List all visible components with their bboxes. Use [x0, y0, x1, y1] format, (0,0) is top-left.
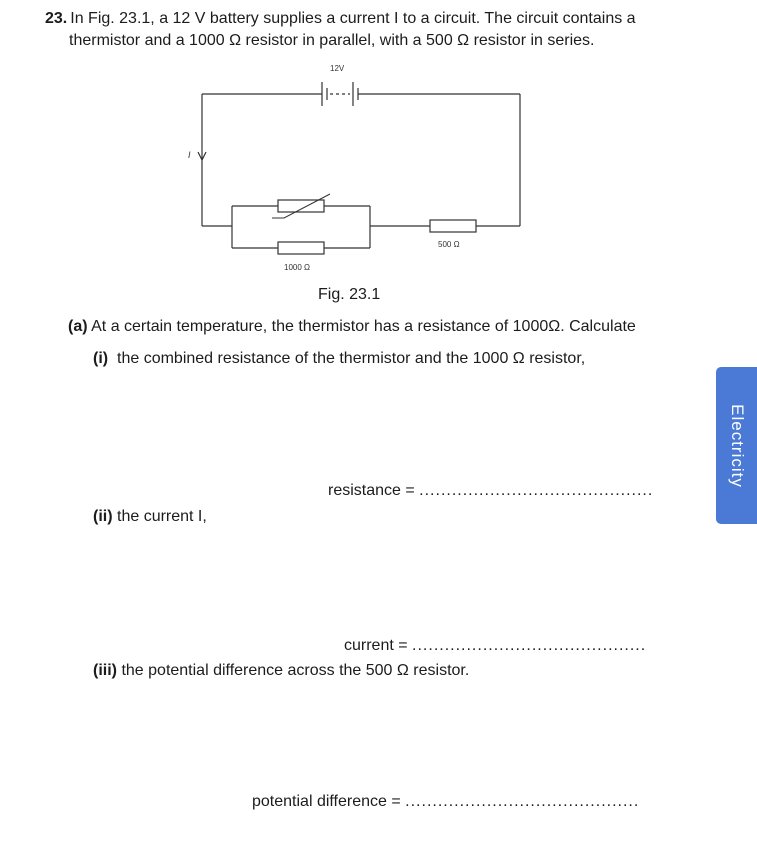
answer-dots: ...........................................: [405, 793, 640, 810]
answer-label: potential difference =: [252, 793, 406, 810]
part-a-text: At a certain temperature, the thermistor has a resistance of 1000Ω. Calculate: [91, 318, 636, 335]
thermistor-symbol: [272, 194, 330, 218]
answer-label: resistance =: [328, 482, 420, 499]
resistor-1000: [278, 242, 324, 254]
sub-i-text: the combined resistance of the thermistor and the 1000 Ω resistor,: [117, 350, 586, 367]
sub-question-i: [93, 350, 585, 368]
resistor-1000-label: 1000 Ω: [284, 263, 310, 272]
question-line-2: thermistor and a 1000 Ω resistor in parallel, with a 500 Ω resistor in series.: [69, 32, 595, 49]
sub-iii-text: the potential difference across the 500 Ω resistor.: [121, 662, 470, 679]
answer-line-potential-difference[interactable]: [252, 793, 639, 811]
side-tab-label: Electricity: [727, 403, 747, 488]
battery-label: 12V: [330, 64, 345, 73]
answer-dots: ...........................................: [419, 482, 654, 499]
sub-question-ii: [93, 508, 207, 526]
answer-label: current =: [344, 637, 413, 654]
sub-question-iii: [93, 662, 469, 680]
part-a-label: (a): [68, 318, 88, 335]
sub-ii-label: (ii): [93, 508, 113, 525]
resistor-500: [430, 220, 476, 232]
topic-side-tab[interactable]: [716, 367, 757, 524]
answer-dots: ...........................................: [412, 637, 647, 654]
answer-line-resistance[interactable]: [328, 482, 653, 500]
battery-symbol: [322, 82, 358, 106]
sub-ii-text: the current I,: [117, 508, 207, 525]
current-label: I: [188, 150, 191, 160]
part-a: [68, 318, 636, 336]
answer-line-current[interactable]: [344, 637, 646, 655]
question-number: 23.: [45, 10, 68, 27]
resistor-500-label: 500 Ω: [438, 240, 460, 249]
question-line-1: In Fig. 23.1, a 12 V battery supplies a current I to a circuit. The circuit contains a: [70, 10, 636, 27]
circuit-diagram: [180, 58, 530, 283]
question-text: [45, 8, 685, 52]
figure-caption: Fig. 23.1: [318, 286, 381, 303]
sub-i-label: (i): [93, 350, 109, 367]
sub-iii-label: (iii): [93, 662, 117, 679]
